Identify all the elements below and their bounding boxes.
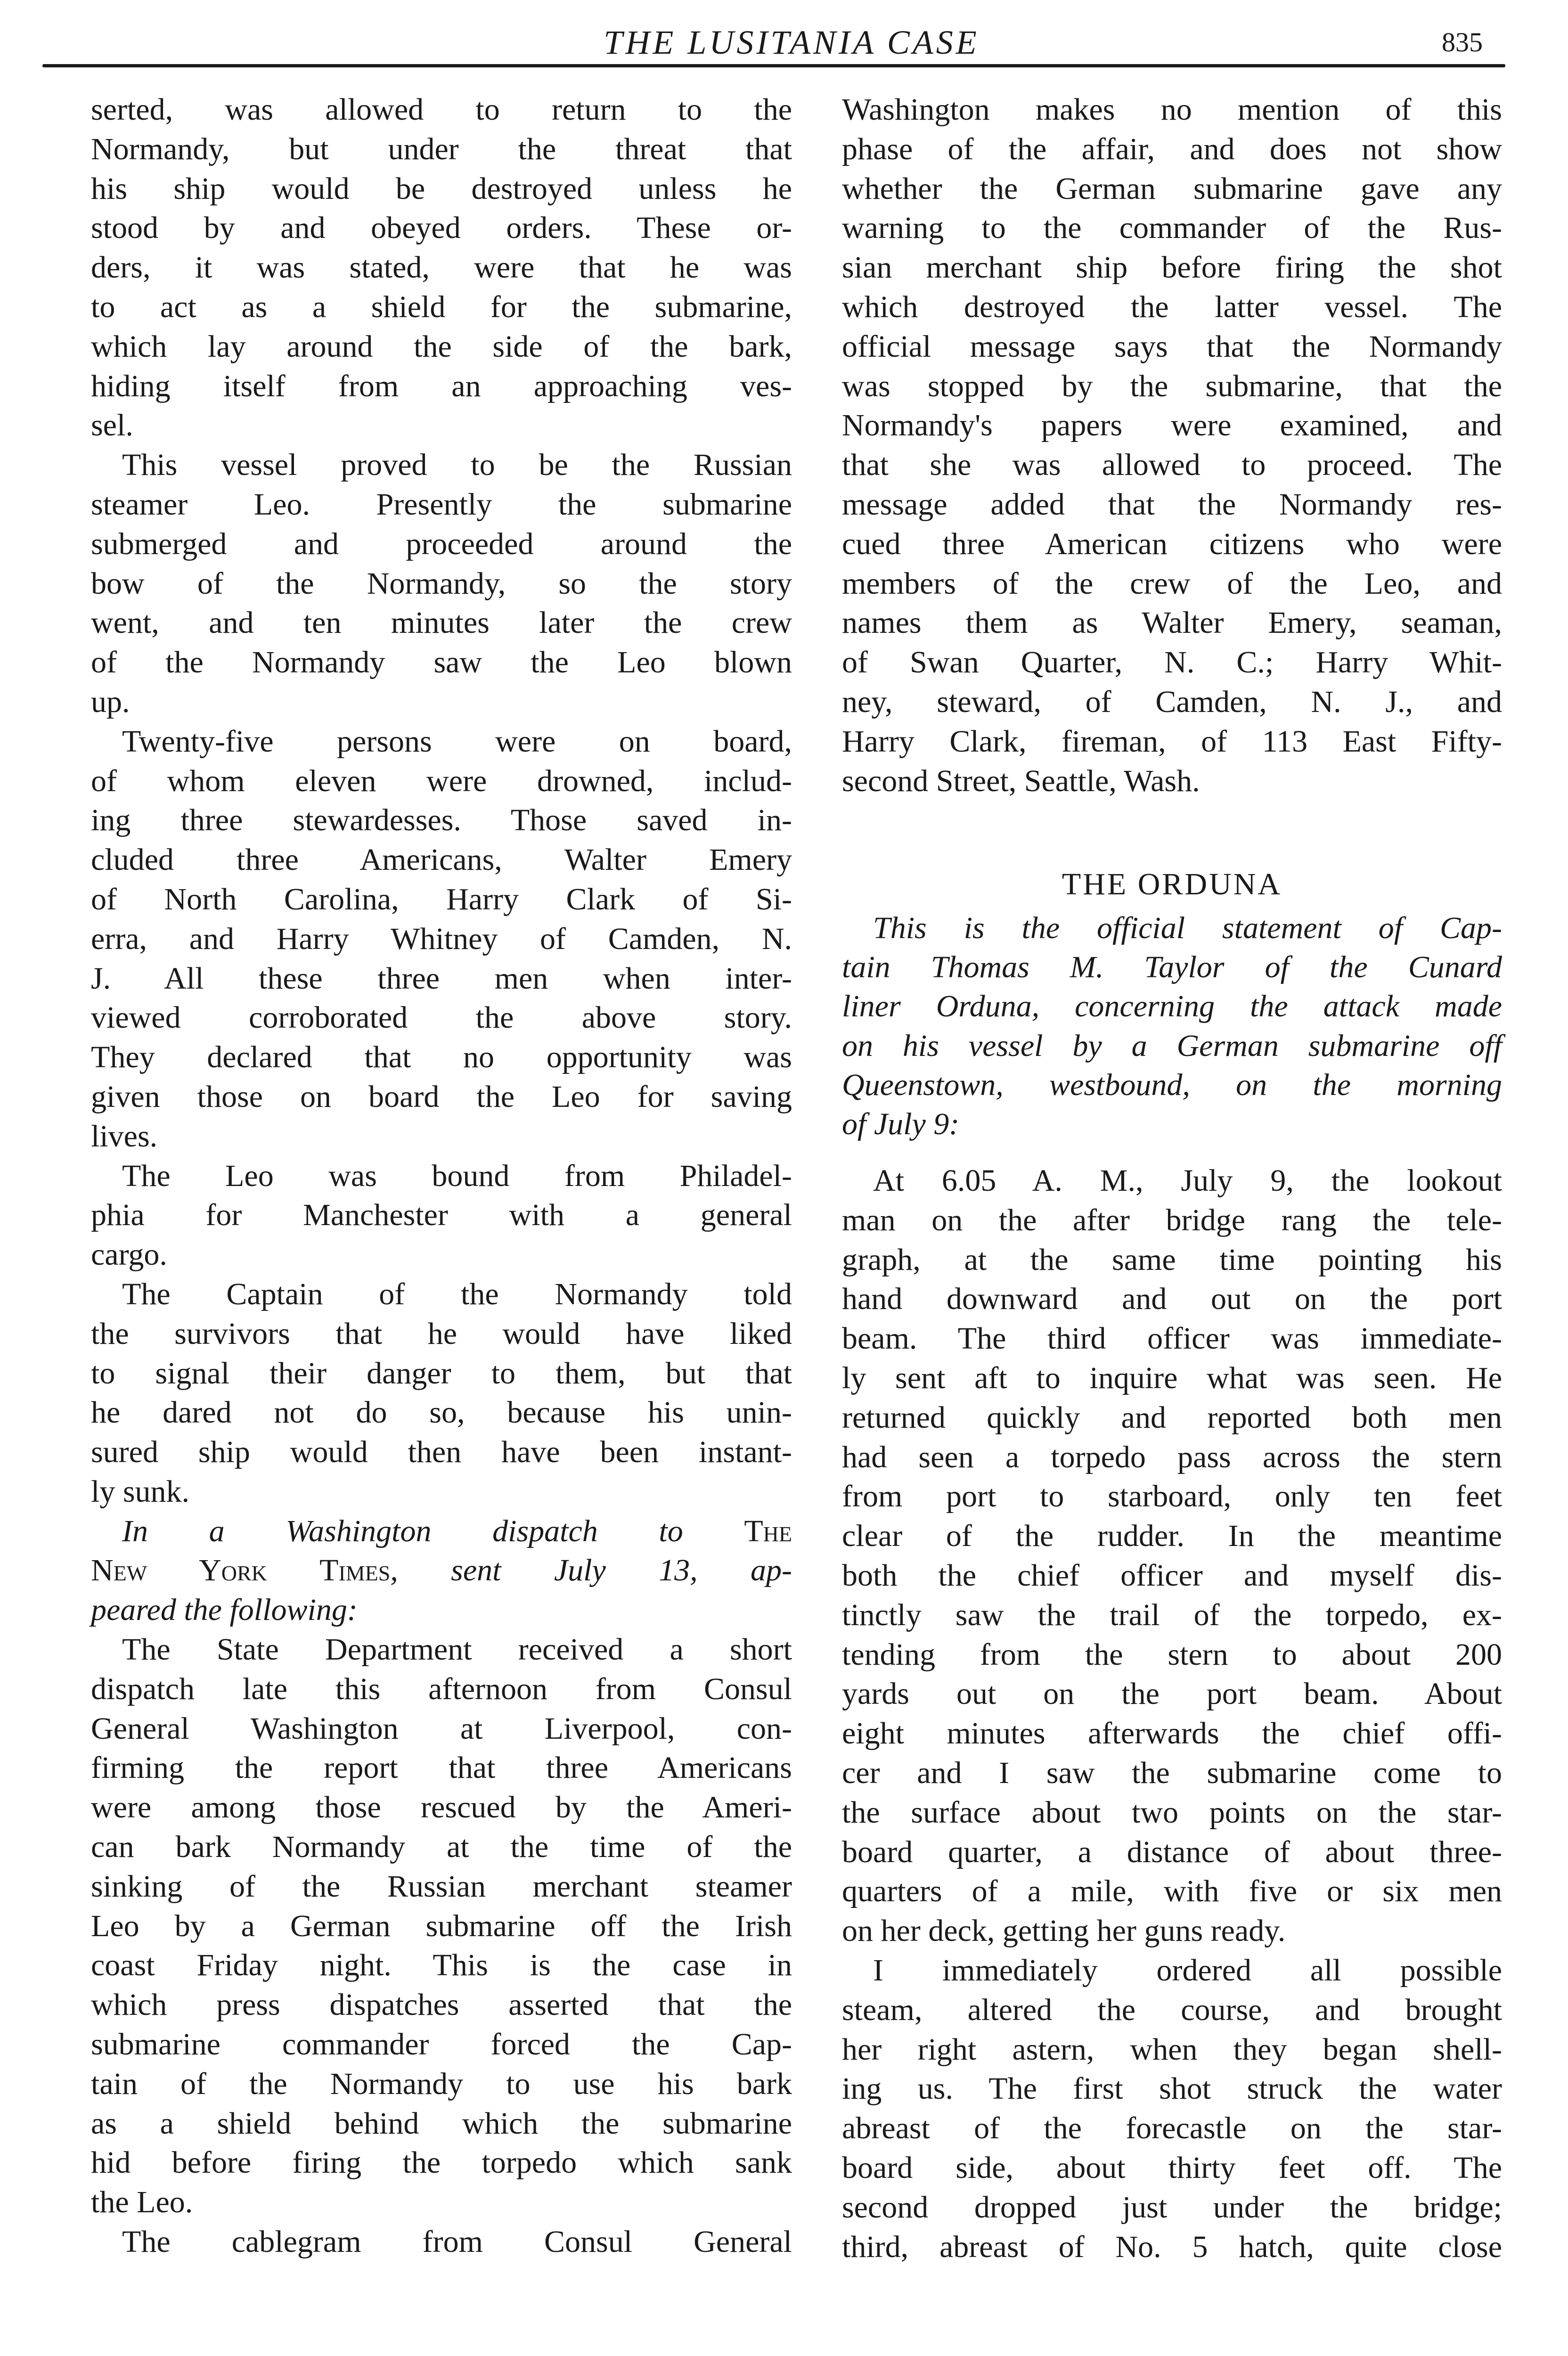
text-line: ing three stewardesses. Those saved in- — [91, 803, 792, 838]
text-line: up. — [91, 684, 130, 719]
header-rule — [42, 64, 1505, 67]
text-line: warning to the commander of the Rus- — [842, 211, 1502, 245]
text-line — [91, 1512, 792, 1551]
text-line: of Swan Quarter, N. C.; Harry Whit- — [842, 645, 1502, 680]
text-line: The cablegram from Consul General — [122, 2225, 792, 2259]
text-line: graph, at the same time pointing his — [842, 1242, 1502, 1277]
text-line: given those on board the Leo for saving — [91, 1079, 792, 1114]
text-line: I immediately ordered all possible — [873, 1953, 1502, 1988]
text-line: can bark Normandy at the time of the — [91, 1830, 792, 1865]
text-line: cluded three Americans, Walter Emery — [91, 843, 792, 877]
text-line: dispatch late this afternoon from Consul — [91, 1671, 792, 1706]
text-line: the survivors that he would have liked — [91, 1316, 792, 1351]
text-line: both the chief officer and myself dis- — [842, 1558, 1502, 1593]
italic-text: peared the following: — [91, 1593, 358, 1628]
text-line: of the Normandy saw the Leo blown — [91, 645, 792, 680]
paragraph — [91, 1630, 792, 2222]
text-line: he dared not do so, because his unin- — [91, 1395, 792, 1430]
paragraph — [91, 1275, 792, 1512]
text-line: Queenstown, westbound, on the morning — [842, 1067, 1502, 1102]
text-line: official message says that the Normandy — [842, 329, 1502, 364]
text-line: sured ship would then have been instant- — [91, 1435, 792, 1470]
text-line: Twenty-five persons were on board, — [122, 724, 792, 759]
text-line: bow of the Normandy, so the story — [91, 566, 792, 601]
right-column-top — [842, 90, 1502, 801]
text-line: lives. — [91, 1119, 158, 1153]
text-line: sian merchant ship before firing the shot — [842, 250, 1502, 285]
text-line: cued three American citizens who were — [842, 526, 1502, 561]
paragraph — [842, 1161, 1502, 1951]
text-line: that she was allowed to proceed. The — [842, 448, 1502, 483]
page-number: 835 — [1442, 27, 1483, 57]
text-line: on his vessel by a German submarine off — [842, 1028, 1502, 1063]
text-line: sinking of the Russian merchant steamer — [91, 1869, 792, 1904]
text-line: hid before firing the torpedo which sank — [91, 2145, 792, 2180]
running-head — [0, 19, 1568, 66]
text-line: They declared that no opportunity was — [91, 1040, 792, 1075]
italic-text: , sent July 13, ap- — [390, 1553, 792, 1588]
text-line: phia for Manchester with a general — [91, 1198, 792, 1233]
paragraph — [91, 722, 792, 1156]
text-line: went, and ten minutes later the crew — [91, 605, 792, 640]
section-heading: THE ORDUNA — [1062, 867, 1282, 901]
text-line: of North Carolina, Harry Clark of Si- — [91, 882, 792, 916]
text-line — [91, 1551, 792, 1590]
text-line: cer and I saw the submarine come to — [842, 1755, 1502, 1790]
text-line: board side, about thirty feet off. The — [842, 2150, 1502, 2185]
text-line: second dropped just under the bridge; — [842, 2190, 1502, 2225]
text-line: to act as a shield for the submarine, — [91, 289, 792, 324]
text-line: of July 9: — [842, 1107, 960, 1142]
text-line: from port to starboard, only ten feet — [842, 1479, 1502, 1514]
text-line: which lay around the side of the bark, — [91, 329, 792, 364]
text-line: steam, altered the course, and brought — [842, 1992, 1502, 2027]
text-line: his ship would be destroyed unless he — [91, 171, 792, 206]
text-line — [91, 1590, 792, 1630]
text-line: Normandy's papers were examined, and — [842, 408, 1502, 443]
text-line: tain Thomas M. Taylor of the Cunard — [842, 950, 1502, 985]
text-line: had seen a torpedo pass across the stern — [842, 1440, 1502, 1474]
small-caps-text: The — [744, 1513, 792, 1548]
paragraph — [91, 2222, 792, 2262]
text-line: liner Orduna, concerning the attack made — [842, 989, 1502, 1024]
text-line: Leo by a German submarine off the Irish — [91, 1908, 792, 1943]
text-line: quarters of a mile, with five or six men — [842, 1874, 1502, 1909]
text-line: coast Friday night. This is the case in — [91, 1948, 792, 1983]
text-line: abreast of the forecastle on the star- — [842, 2111, 1502, 2146]
text-line: At 6.05 A. M., July 9, the lookout — [873, 1163, 1502, 1198]
paragraph — [842, 908, 1502, 1144]
text-line: ly sent aft to inquire what was seen. He — [842, 1360, 1502, 1395]
text-line: her right astern, when they began shell- — [842, 2032, 1502, 2067]
text-line: Normandy, but under the threat that — [91, 131, 792, 166]
text-line: Washington makes no mention of this — [842, 92, 1502, 127]
text-line: The Captain of the Normandy told — [122, 1276, 792, 1311]
text-line: as a shield behind which the submarine — [91, 2106, 792, 2141]
text-line: erra, and Harry Whitney of Camden, N. — [91, 921, 792, 956]
small-caps-text: New York Times — [91, 1553, 391, 1588]
text-line: This vessel proved to be the Russian — [122, 448, 792, 483]
text-line: tending from the stern to about 200 — [842, 1637, 1502, 1672]
running-title: THE LUSITANIA CASE — [604, 24, 980, 61]
text-line: to signal their danger to them, but that — [91, 1356, 792, 1391]
text-line: clear of the rudder. In the meantime — [842, 1519, 1502, 1554]
text-line: message added that the Normandy res- — [842, 487, 1502, 522]
text-line: members of the crew of the Leo, and — [842, 566, 1502, 601]
text-line: serted, was allowed to return to the — [91, 92, 792, 127]
text-line: submarine commander forced the Cap- — [91, 2027, 792, 2062]
text-line: General Washington at Liverpool, con- — [91, 1711, 792, 1746]
text-line: J. All these three men when inter- — [91, 961, 792, 996]
text-line: man on the after bridge rang the tele- — [842, 1203, 1502, 1237]
text-line: This is the official statement of Cap- — [873, 911, 1502, 945]
text-line: stood by and obeyed orders. These or- — [91, 211, 792, 245]
text-line: phase of the affair, and does not show — [842, 131, 1502, 166]
text-line: which destroyed the latter vessel. The — [842, 289, 1502, 324]
text-line: The Leo was bound from Philadel- — [122, 1158, 792, 1193]
text-line: hiding itself from an approaching ves- — [91, 368, 792, 403]
text-line: viewed corroborated the above story. — [91, 1000, 792, 1035]
text-line: the surface about two points on the star- — [842, 1795, 1502, 1830]
section-intro — [842, 908, 1502, 1144]
text-line: cargo. — [91, 1237, 167, 1272]
text-line: yards out on the port beam. About — [842, 1677, 1502, 1711]
paragraph — [91, 1156, 792, 1275]
italic-text: In a Washington dispatch to — [122, 1513, 744, 1548]
text-line: submerged and proceeded around the — [91, 526, 792, 561]
text-line: eight minutes afterwards the chief offi- — [842, 1716, 1502, 1751]
text-line: second Street, Seattle, Wash. — [842, 763, 1200, 798]
text-line: steamer Leo. Presently the submarine — [91, 487, 792, 522]
paragraph — [91, 1512, 792, 1630]
text-line: ing us. The first shot struck the water — [842, 2071, 1502, 2106]
text-line: ders, it was stated, were that he was — [91, 250, 792, 285]
text-line: The State Department received a short — [122, 1632, 792, 1667]
text-line: tinctly saw the trail of the torpedo, ex- — [842, 1597, 1502, 1632]
left-column — [91, 90, 792, 2262]
text-line: which press dispatches asserted that the — [91, 1988, 792, 2022]
text-line: was stopped by the submarine, that the — [842, 368, 1502, 403]
text-line: board quarter, a distance of about three- — [842, 1834, 1502, 1869]
text-line: sel. — [91, 408, 133, 443]
text-line: the Leo. — [91, 2185, 193, 2220]
text-line: of whom eleven were drowned, includ- — [91, 763, 792, 798]
text-line: tain of the Normandy to use his bark — [91, 2066, 792, 2101]
paragraph — [842, 90, 1502, 801]
text-line: on her deck, getting her guns ready. — [842, 1914, 1286, 1948]
right-column-body — [842, 1161, 1502, 2266]
text-line: whether the German submarine gave any — [842, 171, 1502, 206]
text-line: beam. The third officer was immediate- — [842, 1321, 1502, 1356]
text-line: were among those rescued by the Ameri- — [91, 1790, 792, 1825]
text-line: returned quickly and reported both men — [842, 1400, 1502, 1435]
text-line: Harry Clark, fireman, of 113 East Fifty- — [842, 724, 1502, 759]
text-line: names them as Walter Emery, seaman, — [842, 605, 1502, 640]
paragraph — [842, 1951, 1502, 2266]
text-line: ly sunk. — [91, 1474, 190, 1509]
text-line: ney, steward, of Camden, N. J., and — [842, 684, 1502, 719]
text-line: firming the report that three Americans — [91, 1751, 792, 1785]
text-line: hand downward and out on the port — [842, 1282, 1502, 1317]
paragraph — [91, 445, 792, 722]
text-line: third, abreast of No. 5 hatch, quite close — [842, 2229, 1502, 2264]
paragraph — [91, 90, 792, 445]
